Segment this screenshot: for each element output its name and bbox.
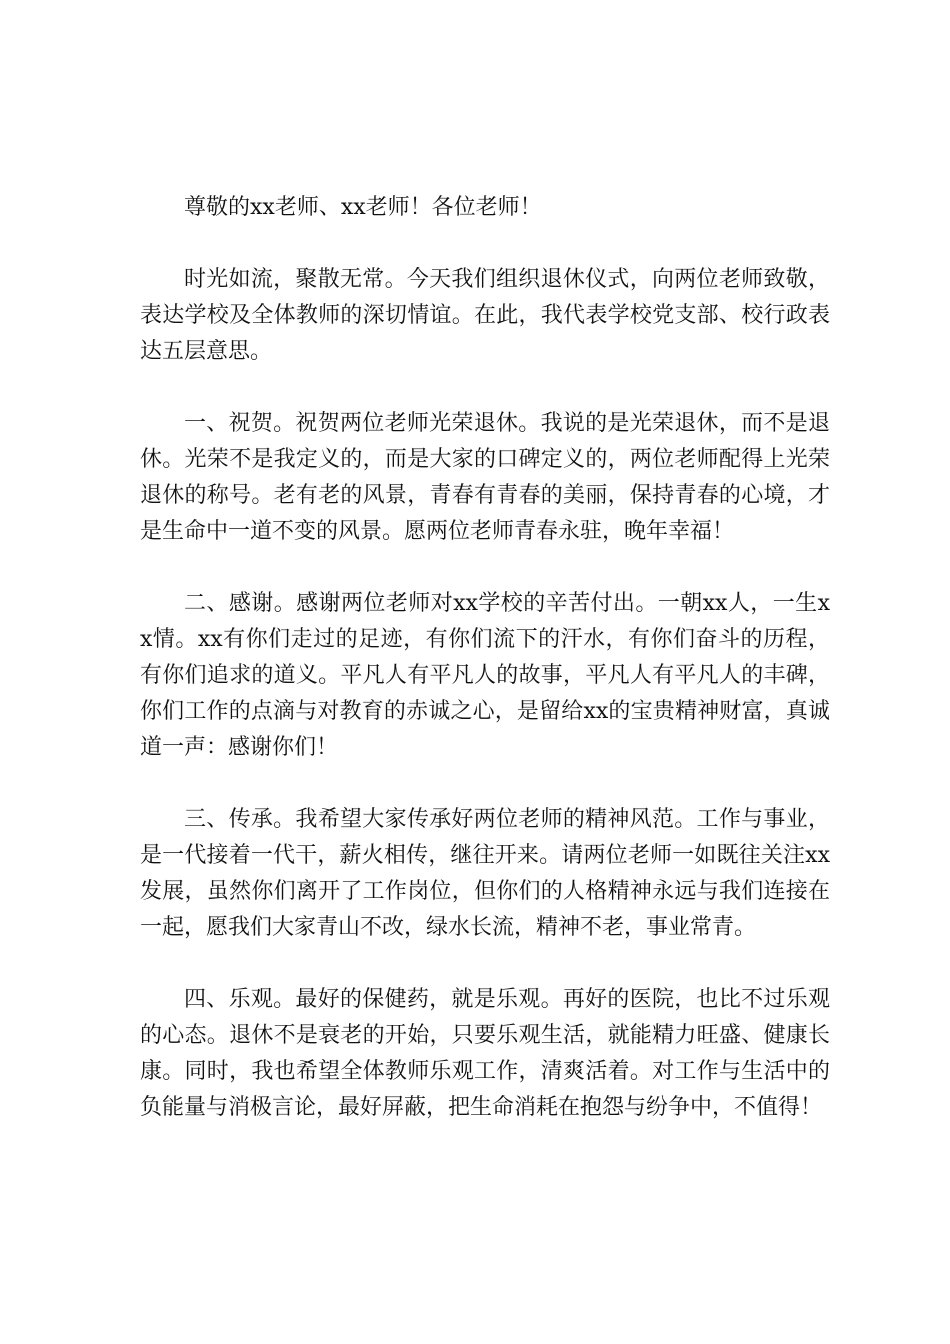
intro-paragraph: 时光如流，聚散无常。今天我们组织退休仪式，向两位老师致敬，表达学校及全体教师的深切情谊。在此，我代表学校党支部、校行政表达五层意思。 (140, 267, 830, 364)
congratulation-paragraph: 一、祝贺。祝贺两位老师光荣退休。我说的是光荣退休，而不是退休。光荣不是我定义的，而是大家的口碑定义的，两位老师配得上光荣退休的称号。老有老的风景，青春有青春的美丽，保持青春的心境，才是生命中一道不变的风景。愿两位老师青春永驻，晚年幸福！ (140, 411, 830, 544)
thanks-paragraph: 二、感谢。感谢两位老师对xx学校的辛苦付出。一朝xx人，一生xx情。xx有你们走过的足迹，有你们流下的汗水，有你们奋斗的历程，有你们追求的道义。平凡人有平凡人的故事，平凡人有平凡人的丰碑，你们工作的点滴与对教育的赤诚之心，是留给xx的宝贵精神财富，真诚道一声：感谢你们！ (140, 591, 830, 760)
inheritance-paragraph: 三、传承。我希望大家传承好两位老师的精神风范。工作与事业，是一代接着一代干，薪火相传，继往开来。请两位老师一如既往关注xx发展，虽然你们离开了工作岗位，但你们的人格精神永远与我们连接在一起，愿我们大家青山不改，绿水长流，精神不老，事业常青。 (140, 807, 830, 940)
optimism-paragraph: 四、乐观。最好的保健药，就是乐观。再好的医院，也比不过乐观的心态。退休不是衰老的开始，只要乐观生活，就能精力旺盛、健康长康。同时，我也希望全体教师乐观工作，清爽活着。对工作与生活中的负能量与消极言论，最好屏蔽，把生命消耗在抱怨与纷争中，不值得！ (140, 987, 830, 1120)
document-body (140, 190, 830, 1126)
salutation: 尊敬的xx老师、xx老师！各位老师！ (184, 195, 542, 220)
